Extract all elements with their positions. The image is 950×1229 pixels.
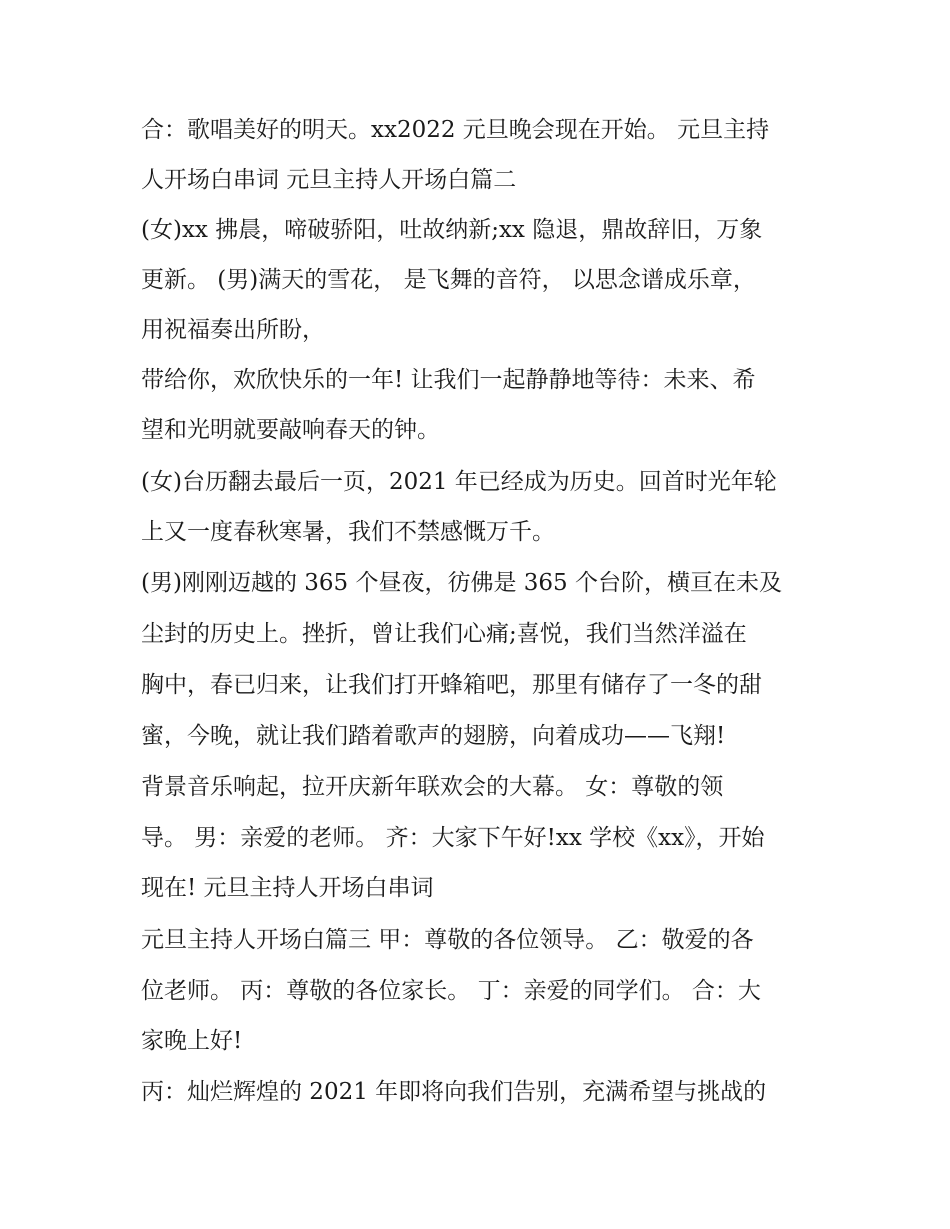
text-line: 更新。 (男)满天的雪花， 是飞舞的音符， 以思念谱成乐章， [141,267,756,293]
text-line: 带给你，欢欣快乐的一年! 让我们一起静静地等待：未来、希 [141,367,756,393]
text-line: 蜜，今晚，就让我们踏着歌声的翅膀，向着成功——飞翔! [141,723,726,749]
text-line: 人开场白串词 元旦主持人开场白篇二 [141,167,517,193]
text-line: 上又一度春秋寒暑，我们不禁感慨万千。 [141,519,555,545]
text-line: 家晚上好! [141,1028,243,1054]
text-line: 现在! 元旦主持人开场白串词 [141,875,434,901]
text-line: 望和光明就要敲响春天的钟。 [141,417,440,443]
text-line: (女)台历翻去最后一页，2021 年已经成为历史。回首时光年轮 [141,469,777,495]
text-line: 尘封的历史上。挫折，曾让我们心痛;喜悦，我们当然洋溢在 [141,621,747,647]
text-line: 丙：灿烂辉煌的 2021 年即将向我们告别，充满希望与挑战的 [141,1079,767,1105]
text-line: 位老师。 丙：尊敬的各位家长。 丁：亲爱的同学们。 合：大 [141,978,761,1004]
text-line: 背景音乐响起，拉开庆新年联欢会的大幕。 女：尊敬的领 [141,774,724,800]
text-line: (女)xx 拂晨，啼破骄阳，吐故纳新;xx 隐退，鼎故辞旧，万象 [141,217,763,243]
text-line: 用祝福奏出所盼， [141,317,325,343]
text-line: 元旦主持人开场白篇三 甲：尊敬的各位领导。 乙：敬爱的各 [141,927,754,953]
text-line: 合：歌唱美好的明天。xx2022 元旦晚会现在开始。 元旦主持 [141,117,770,143]
text-line: (男)刚刚迈越的 365 个昼夜，彷佛是 365 个台阶，横亘在未及 [141,570,782,596]
text-line: 胸中，春已归来，让我们打开蜂箱吧，那里有储存了一冬的甜 [141,672,762,698]
text-line: 导。 男：亲爱的老师。 齐：大家下午好!xx 学校《xx》，开始 [141,825,765,851]
